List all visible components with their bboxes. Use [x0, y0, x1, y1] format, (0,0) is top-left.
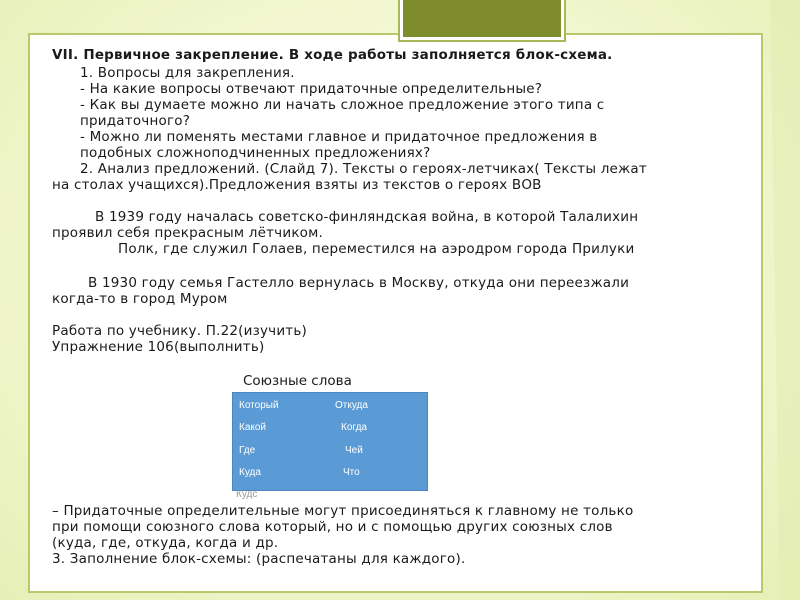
table-cell: Что: [343, 467, 360, 478]
conjunctive-words-table: [232, 392, 428, 491]
table-title: Союзные слова: [243, 373, 352, 389]
table-cell: Где: [239, 445, 256, 456]
example-sentence: Полк, где служил Голаев, переместился на аэродром города Прилуки: [118, 241, 635, 257]
text-line: - Можно ли поменять местами главное и придаточное предложения в: [80, 129, 598, 145]
section-heading: VII. Первичное закрепление. В ходе работы заполняется блок-схема.: [52, 47, 613, 63]
exercise-task: Упражнение 106(выполнить): [52, 339, 265, 355]
table-cell: Откуда: [335, 400, 368, 411]
text-line: - На какие вопросы отвечают придаточные определительные?: [80, 81, 543, 97]
table-cell: Куда: [239, 467, 261, 478]
text-line: при помощи союзного слова который, но и с помощью других союзных слов: [52, 519, 613, 535]
text-line: подобных сложноподчиненных предложениях?: [80, 145, 431, 161]
table-cell: Который: [239, 400, 279, 411]
table-overflow-text: Кудс: [236, 489, 258, 500]
slide-title-tab: [400, 0, 564, 40]
text-line: 2. Анализ предложений. (Слайд 7). Тексты о героях-летчиках( Тексты лежат: [80, 161, 647, 177]
text-line: 3. Заполнение блок-схемы: (распечатаны для каждого).: [52, 551, 466, 567]
text-line: - Как вы думаете можно ли начать сложное предложение этого типа с: [80, 97, 605, 113]
example-sentence: В 1930 году семья Гастелло вернулась в Москву, откуда они переезжали: [88, 275, 630, 291]
text-line: 1. Вопросы для закрепления.: [80, 65, 295, 81]
text-line: (куда, где, откуда, когда и др.: [52, 535, 279, 551]
decorative-corner-graphic: [760, 0, 800, 600]
textbook-task: Работа по учебнику. П.22(изучить): [52, 323, 307, 339]
example-sentence: проявил себя прекрасным лётчиком.: [52, 225, 324, 241]
table-cell: Когда: [341, 422, 367, 433]
example-sentence: В 1939 году началась советско-финляндская война, в которой Талалихин: [95, 209, 639, 225]
example-sentence: когда-то в город Муром: [52, 291, 228, 307]
text-line: придаточного?: [80, 113, 191, 129]
text-line: на столах учащихся).Предложения взяты из текстов о героях ВОВ: [52, 177, 542, 193]
text-line: – Придаточные определительные могут присоединяться к главному не только: [52, 503, 634, 519]
table-cell: Чей: [345, 445, 363, 456]
table-cell: Какой: [239, 422, 267, 433]
